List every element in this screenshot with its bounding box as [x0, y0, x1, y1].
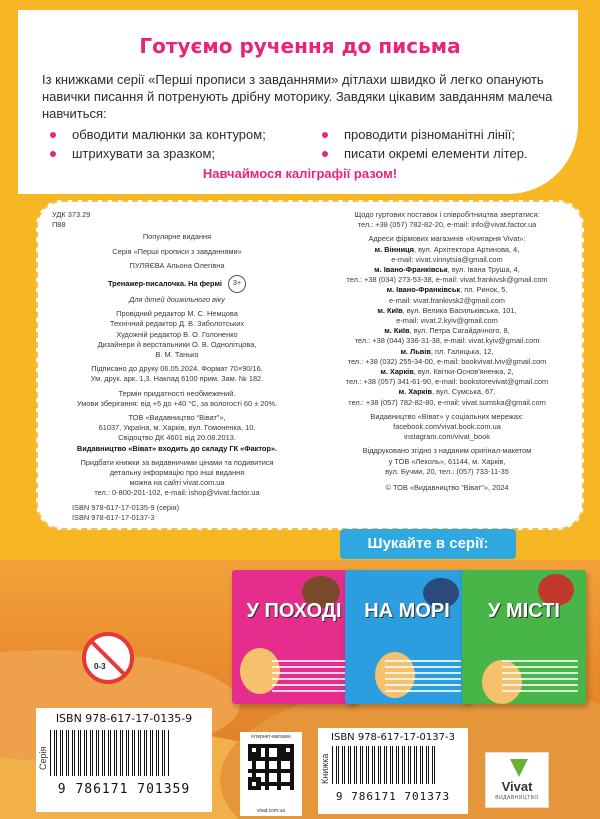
barcode-isbn: ISBN 978-617-17-0137-3 [331, 732, 455, 743]
editor-line: Технічний редактор Д. В. Заболотських [109, 319, 245, 329]
vivat-logo [485, 752, 549, 808]
barcode-bar [84, 730, 85, 776]
barcode-isbn: ISBN 978-617-17-0135-9 [55, 712, 193, 725]
barcode-bar [128, 730, 129, 776]
shop-line: м. Київ, вул. Петра Сагайдачного, 8, [384, 326, 510, 336]
list-item: обводити малюнки за контуром; [48, 125, 266, 144]
barcode-bar [164, 730, 165, 776]
shop-line: м. Харків, вул. Квітки-Основ'яненка, 2, [380, 367, 514, 377]
imprint-left [52, 210, 302, 523]
barcode-book [318, 728, 468, 814]
barcode-bar [144, 730, 145, 776]
list-item: проводити різноманітні лінії; [320, 125, 528, 144]
audience: Для дітей дошкільного віку [129, 295, 225, 305]
barcode-bar [72, 730, 73, 776]
publisher-line: Свідоцтво ДК 4601 від 20.08.2013. [118, 433, 236, 443]
barcode-bar [102, 730, 103, 776]
writing-lines [272, 660, 348, 696]
barcode-bars [332, 746, 458, 784]
barcode-bar [372, 746, 373, 784]
imprint-right [316, 210, 578, 493]
barcode-bar [428, 746, 429, 784]
publisher-group: Видавництво «Віват» входить до складу ГК «Фактор». [76, 443, 278, 453]
shop-line: тел.: +38 (034) 273-53-38, e-mail: vivat.frankivsk@gmail.com [346, 275, 548, 285]
barcode-bar [398, 746, 399, 784]
list-item: штрихувати за зразком; [48, 144, 266, 163]
print-line: Підписано до друку 06.05.2024. Формат 70×90/16. [91, 364, 263, 374]
social-line: Видавництво «Віват» у соціальних мережах: [370, 411, 524, 421]
barcode-bar [78, 730, 79, 776]
barcode-bar [350, 746, 351, 784]
barcode-bars [50, 730, 202, 776]
barcode-bar [114, 730, 115, 776]
qr-url: vivat.com.ua [256, 808, 286, 814]
book-cover-na-mori [345, 570, 469, 704]
print-info [52, 364, 302, 384]
print-line: Ум. друк. арк. 1,3. Наклад 6100 прим. Зам. № 182. [90, 374, 264, 384]
barcode-bar [150, 730, 151, 776]
barcode-bar [138, 730, 139, 776]
barcode-bar [366, 746, 367, 784]
barcode-bar [420, 746, 421, 784]
book-title: Тренажер-писалочка. На фермі [107, 278, 222, 288]
shops-title: Адреси фірмових магазинів «Книгарня Vivat»: [368, 234, 526, 244]
prohibition-slash [88, 638, 128, 678]
barcode-series [36, 708, 212, 812]
logo-subtitle: ВИДАВНИЦТВО [495, 795, 539, 801]
editor-line: В. М. Танько [155, 350, 199, 360]
list-item: писати окремі елементи літер. [320, 144, 528, 163]
barcode-number: 9 786171 701373 [335, 790, 451, 803]
barcode-bar [354, 746, 355, 784]
shop-line: e-mail: vivat.2.kyiv@gmail.com [396, 316, 498, 326]
barcode-bar [96, 730, 97, 776]
shop-line: e-mail: vivat.frankivsk2@gmail.com [389, 295, 505, 305]
barcode-bar [392, 746, 393, 784]
copyright: © ТОВ «Видавництво “Віват”», 2024 [385, 483, 509, 493]
barcode-bar [432, 746, 433, 784]
barcode-bar [408, 746, 409, 784]
series-line: Серія «Перші прописи з завданнями» [112, 246, 242, 256]
book-cover-u-pohodi [232, 570, 356, 704]
barcode-bar [54, 730, 55, 776]
barcode-bar [152, 730, 153, 776]
editor-line: Дизайнери й верстальники О. В. Однолітцова, [97, 339, 257, 349]
skills-list-left [48, 125, 266, 163]
qr-module [290, 786, 294, 790]
barcode-bar [120, 730, 121, 776]
slogan: Навчаймося каліграфії разом! [202, 166, 398, 181]
barcode-bar [50, 730, 51, 776]
barcode-bar [396, 746, 397, 784]
shop-line: м. Харків, вул. Сумська, 67, [398, 387, 496, 397]
barcode-bar [162, 730, 163, 776]
shop-line: м. Вінниця, вул. Архітектора Артинова, 4, [374, 244, 520, 254]
printing-line: Віддруковано згідно з наданим оригінал-макетом [362, 446, 532, 456]
barcode-bar [56, 730, 57, 776]
intro-text: Із книжками серії «Перші прописи з завданнями» дітлахи швидко й легко опанують навички писання й потренують дрібну моторику. Завдяки цікавим завданням малеча навчиться: [42, 72, 553, 121]
barcode-side-label: Серія [38, 746, 48, 770]
shop-line: м. Київ, вул. Велика Васильківська, 101, [377, 305, 517, 315]
vivat-logo-icon [510, 759, 528, 777]
book-title: У ПОХОДІ [246, 600, 342, 622]
author: ПУЛЯЄВА Альона Олегівна [129, 260, 225, 270]
barcode-number: 9 786171 701359 [57, 782, 191, 797]
barcode-bar [378, 746, 379, 784]
page-title: Готуємо ручення до письма [139, 34, 461, 58]
barcode-bar [380, 746, 381, 784]
storage-info [52, 389, 302, 409]
barcode-bar [414, 746, 415, 784]
age-badge: 3+ [228, 275, 246, 293]
barcode-bar [140, 730, 141, 776]
social-info [316, 412, 578, 443]
wholesale [316, 210, 578, 230]
barcode-bar [134, 730, 135, 776]
isbn-series: ISBN 978-617-17-0135-9 (серія) [72, 502, 180, 512]
book-cover-u-misti [462, 570, 586, 704]
barcode-bar [60, 730, 61, 776]
barcode-bar [80, 730, 81, 776]
barcode-bar [108, 730, 109, 776]
storage-line: Термін придатності необмежений. [118, 388, 236, 398]
logo-name: Vivat [501, 779, 533, 794]
qr-matrix [248, 744, 294, 790]
barcode-bar [116, 730, 117, 776]
barcode-bar [110, 730, 111, 776]
age-warning-label: 0-3 [94, 662, 106, 671]
barcode-bar [390, 746, 391, 784]
udk: УДК 373.29 [52, 210, 91, 219]
publisher-info [52, 413, 302, 454]
barcode-bar [374, 746, 375, 784]
barcode-bar [74, 730, 75, 776]
barcode-bar [168, 730, 169, 776]
barcode-bar [402, 746, 403, 784]
storage-line: Умови зберігання: від +5 до +40 °С, за вологості 60 ± 20%. [76, 398, 278, 408]
shops-list [316, 245, 578, 408]
printing-line: у ТОВ «Леколь», 61144, м. Харків, [388, 456, 506, 466]
barcode-bar [338, 746, 339, 784]
barcode-bar [336, 746, 337, 784]
barcode-bar [386, 746, 387, 784]
writing-lines [385, 660, 461, 696]
book-title: НА МОРІ [364, 600, 450, 622]
barcode-bar [410, 746, 411, 784]
wholesale-line: тел.: +38 (057) 782-82-20, e-mail: info@vivat.factor.ua [357, 220, 537, 230]
barcode-bar [158, 730, 159, 776]
printing-line: вул. Бучми, 20, тел.: (057) 733-11-35 [385, 466, 509, 476]
barcode-bar [122, 730, 123, 776]
barcode-bar [404, 746, 405, 784]
barcode-bar [332, 746, 333, 784]
barcode-bar [146, 730, 147, 776]
barcode-bar [426, 746, 427, 784]
editor-line: Художній редактор В. О. Голоненко [116, 329, 238, 339]
buy-info [52, 458, 302, 499]
barcode-bar [156, 730, 157, 776]
shop-line: e-mail: vivat.vinnytsia@gmail.com [391, 254, 503, 264]
shop-line: м. Львів, пл. Галицька, 12, [400, 346, 494, 356]
publisher-line: 61037, Україна, м. Харків, вул. Гомоненка, 10. [98, 423, 256, 433]
barcode-bar [344, 746, 345, 784]
barcode-bar [348, 746, 349, 784]
shop-line: тел.: +38 (057) 341-61-90, e-mail: bookstorevivat@gmail.com [345, 377, 549, 387]
imprint-panel [36, 200, 584, 530]
barcode-bar [86, 730, 87, 776]
isbn-book: ISBN 978-617-17-0137-3 [72, 512, 155, 522]
age-warning-icon [82, 632, 134, 684]
barcode-bar [416, 746, 417, 784]
barcode-bar [422, 746, 423, 784]
social-line: facebook.com/vivat.book.com.ua [393, 422, 501, 432]
qr-code[interactable] [240, 732, 302, 816]
shop-phone: тел.: 0-800-201-102, e-mail: ishop@vivat.factor.ua [94, 488, 260, 498]
barcode-bar [384, 746, 385, 784]
barcode-side-label: Книжка [320, 753, 330, 784]
shop-line: тел.: +38 (044) 336-31-38, e-mail: vivat.kyiv@gmail.com [354, 336, 540, 346]
editors [52, 309, 302, 360]
buy-line: детальну інформацію про інші видання [109, 468, 245, 478]
barcode-bar [92, 730, 93, 776]
barcode-bar [362, 746, 363, 784]
isbn-info [52, 503, 302, 523]
shop-line: м. Івано-Франківськ, вул. Івана Труша, 4, [374, 265, 520, 275]
barcode-bar [98, 730, 99, 776]
barcode-bar [126, 730, 127, 776]
barcode-bar [62, 730, 63, 776]
shop-line: тел.: +38 (032) 255-34-00, e-mail: bookvivat.lviv@gmail.com [347, 356, 547, 366]
social-line: instagram.com/vivat_book [404, 432, 490, 442]
barcode-bar [132, 730, 133, 776]
editor-line: Провідний редактор М. С. Немцова [116, 309, 238, 319]
printing-info [316, 446, 578, 477]
skills-list-right [320, 125, 528, 163]
barcode-bar [434, 746, 435, 784]
qr-caption: інтернет-магазин [251, 734, 291, 740]
barcode-bar [360, 746, 361, 784]
barcode-bar [342, 746, 343, 784]
barcode-bar [68, 730, 69, 776]
barcode-bar [368, 746, 369, 784]
writing-lines [502, 660, 578, 696]
buy-line: Придбати книжки за видавничими цінами та подивитися [80, 457, 274, 467]
shop-line: м. Івано-Франківськ, пл. Ринок, 5, [386, 285, 508, 295]
wholesale-line: Щодо гуртових поставок і співробітництва звертатися: [354, 210, 540, 219]
publisher-line: ТОВ «Видавництво “Віват”», [128, 413, 226, 423]
buy-line: можна на сайті vivat.com.ua [129, 478, 225, 488]
shop-line: тел.: +38 (057) 782-82-80, e-mail: vivat.sumska@gmail.com [348, 397, 546, 407]
edition-type: Популярне видання [142, 232, 212, 242]
bbk: П88 [52, 220, 66, 230]
barcode-bar [104, 730, 105, 776]
barcode-bar [356, 746, 357, 784]
book-title: У МІСТІ [488, 600, 560, 622]
series-banner: Шукайте в серії: [340, 529, 516, 559]
barcode-bar [90, 730, 91, 776]
barcode-bar [66, 730, 67, 776]
